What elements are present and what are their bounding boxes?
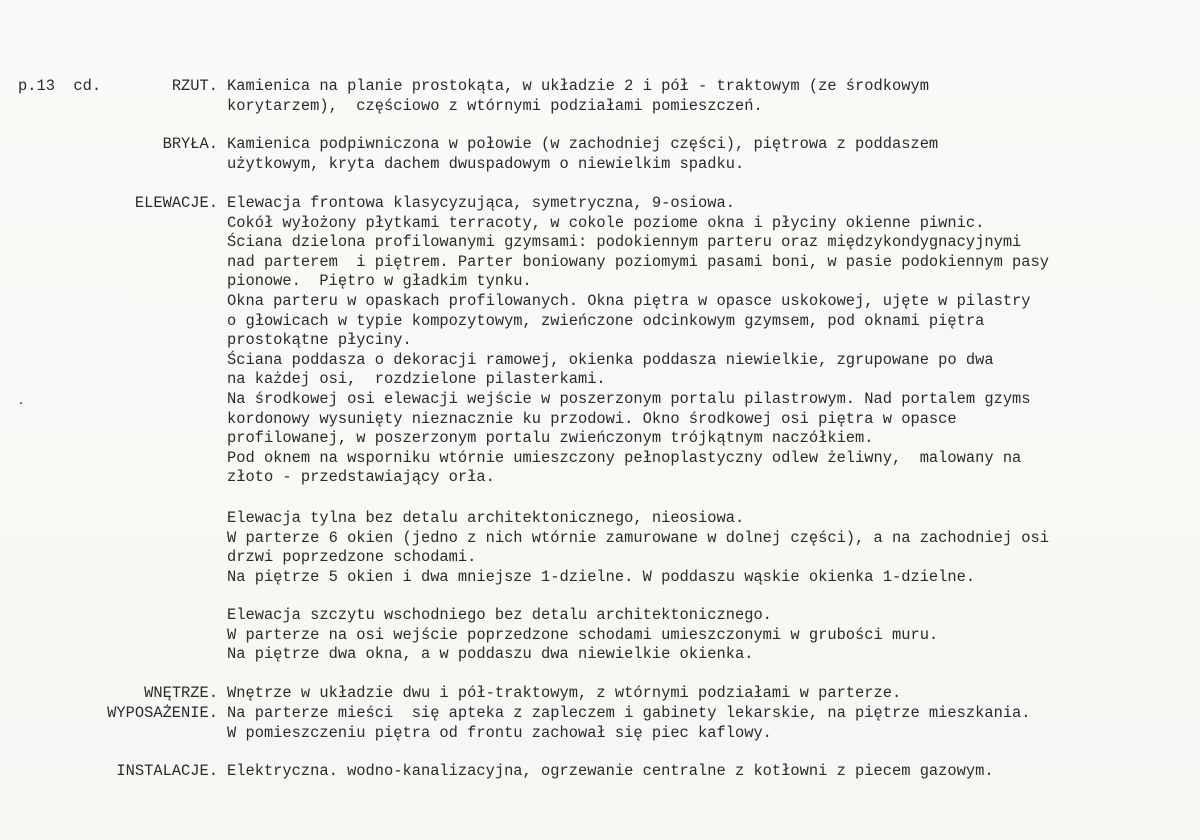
section-label: RZUT.	[171, 77, 218, 95]
text-line: kordonowy wysunięty nieznacznie ku przodowi. Okno środkowej osi piętra w opasce	[227, 409, 957, 428]
text-line: profilowanej, w poszerzonym portalu zwieńczonym trójkątnym naczółkiem.	[227, 429, 874, 448]
text-line: W parterze 6 okien (jedno z nich wtórnie zamurowane w dolnej części), a na zachodniej osi	[227, 528, 1049, 547]
text-line: Wnętrze w układzie dwu i pół-traktowym, z wtórnymi podziałami w parterze.	[227, 684, 902, 702]
text-line: Na piętrze 5 okien i dwa mniejsze 1-dzielne. W poddaszu wąskie okienka 1-dzielne.	[227, 567, 976, 586]
text-line: o głowicach w typie kompozytowym, zwieńczone odcinkowym gzymsem, pod oknami piętra	[227, 311, 985, 330]
text-line: pionowe. Piętro w gładkim tynku.	[227, 272, 532, 291]
text-line: Ściana poddasza o dekoracji ramowej, okienka poddasza niewielkie, zgrupowane po dwa	[227, 350, 994, 369]
text-line: nad parterem i piętrem. Parter boniowany poziomymi pasami boni, w pasie podokiennym pasy	[227, 252, 1049, 271]
section-label: WYPOSAŻENIE.	[107, 704, 218, 722]
text-line: Elektryczna. wodno-kanalizacyjna, ogrzewanie centralne z kotłowni z piecem gazowym.	[227, 762, 994, 780]
section-label: INSTALACJE.	[116, 762, 218, 780]
section-label: BRYŁA.	[162, 135, 218, 153]
text-line: Ściana dzielona profilowanymi gzymsami: podokiennym parteru oraz międzykondygnacyjnymi	[227, 233, 1022, 252]
text-line: Cokół wyłożony płytkami terracoty, w cokole poziome okna i płyciny okienne piwnic.	[227, 213, 985, 232]
text-line: Pod oknem na wsporniku wtórnie umieszczony pełnoplastyczny odlew żeliwny, malowany na	[227, 448, 1022, 467]
section-label: WNĘTRZE.	[144, 684, 218, 702]
text-line: Elewacja tylna bez detalu architektonicznego, nieosiowa.	[227, 509, 745, 527]
section-text	[227, 77, 1187, 116]
text-line: złoto - przedstawiający orła.	[227, 468, 495, 487]
text-line: Elewacja frontowa klasycyzująca, symetryczna, 9-osiowa.	[227, 194, 735, 212]
text-line: W parterze na osi wejście poprzedzone schodami umieszczonymi w grubości muru.	[227, 625, 939, 644]
text-line: Kamienica podpiwniczona w połowie (w zachodniej części), piętrowa z poddaszem	[227, 135, 939, 153]
section-text	[227, 684, 1187, 704]
text-line: Okna parteru w opaskach profilowanych. Okna piętra w opasce uskokowej, ujęte w pilastry	[227, 291, 1031, 310]
text-line: drzwi poprzedzone schodami.	[227, 548, 477, 567]
margin-dot	[20, 402, 22, 404]
text-line: Na parterze mieści się apteka z zapleczem i gabinety lekarskie, na piętrze mieszkania.	[227, 704, 1031, 722]
text-line: W pomieszczeniu piętra od frontu zachował się piec kaflowy.	[227, 723, 772, 742]
section-text	[227, 194, 1187, 488]
section-text	[227, 606, 1187, 665]
section-label: ELEWACJE.	[134, 194, 218, 212]
text-line: Elewacja szczytu wschodniego bez detalu architektonicznego.	[227, 606, 772, 624]
section-text	[227, 509, 1187, 587]
text-line: korytarzem), częściowo z wtórnymi podziałami pomieszczeń.	[227, 96, 763, 115]
text-line: Na środkowej osi elewacji wejście w poszerzonym portalu pilastrowym. Nad portalem gzyms	[227, 389, 1031, 408]
text-line: prostokątne płyciny.	[227, 331, 412, 350]
section-text	[227, 135, 1187, 174]
text-line: Kamienica na planie prostokąta, w układzie 2 i pół - traktowym (ze środkowym	[227, 77, 929, 95]
text-line: Na piętrze dwa okna, a w poddaszu dwa niewielkie okienka.	[227, 645, 754, 664]
text-line: na każdej osi, rozdzielone pilasterkami.	[227, 370, 606, 389]
page-reference: p.13 cd.	[18, 77, 102, 95]
section-text	[227, 762, 1187, 782]
text-line: użytkowym, kryta dachem dwuspadowym o niewielkim spadku.	[227, 154, 745, 173]
section-text	[227, 704, 1187, 743]
